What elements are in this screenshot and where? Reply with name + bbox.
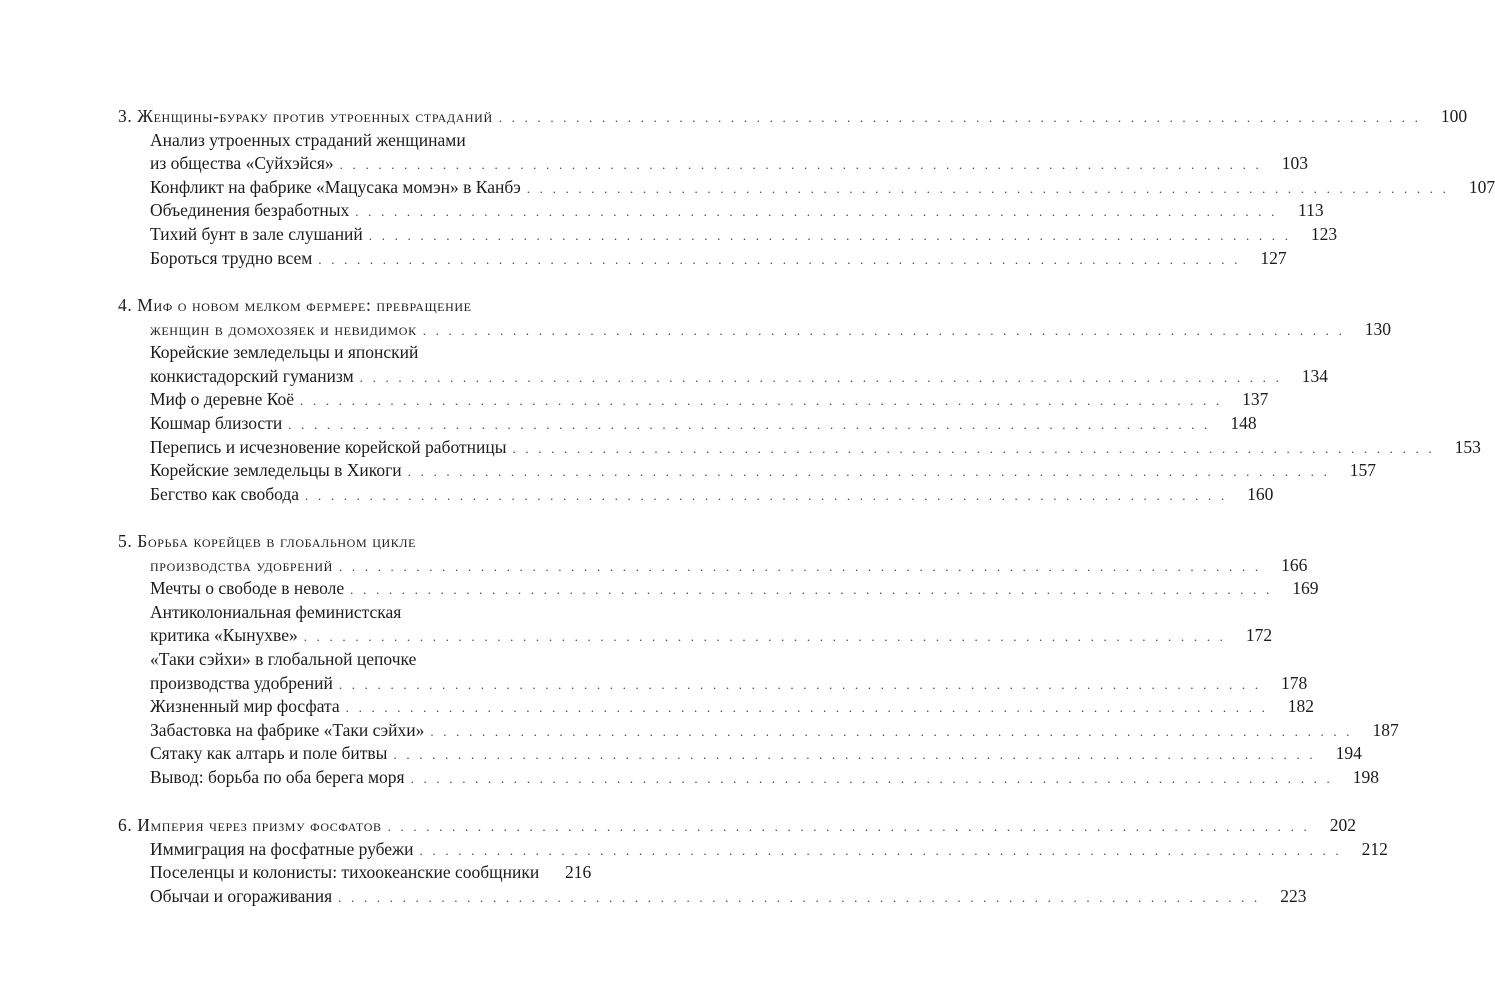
page-number: 157 (1349, 460, 1377, 481)
toc-entry (150, 623, 1273, 647)
toc-entry (150, 884, 1307, 908)
toc-entry (150, 175, 1495, 199)
leader-dots: . . . . . . . . . . . . . . . . . . . . . . . . . . . . . . . . . . . . . . . . . . . . . . . . . . . . . . . . . . . . . . . . . . . . . . . . (368, 228, 1292, 243)
toc-entry-text: Мечты о свободе в неволе (150, 578, 345, 599)
toc-entry (150, 435, 1481, 459)
chapter-6-title-text: 6. Империя через призму фосфатов (118, 815, 382, 835)
page-number: 148 (1230, 413, 1257, 433)
page-number: 198 (1352, 767, 1379, 787)
leader-dots: . . . . . . . . . . . . . . . . . . . . . . . . . . . . . . . . . . . . . . . . . . . . . . . . . . . . . . . . . . . . . . . . . . . . . . . . (345, 700, 1269, 716)
chapter-4-title (150, 317, 1392, 341)
page-number: 194 (1335, 743, 1362, 764)
toc-entry (150, 151, 1308, 175)
toc-entry-text: Миф о деревне Коё (150, 389, 295, 410)
page-number: 216 (564, 862, 592, 883)
toc-entry-text: из общества «Суйхэйся» (150, 153, 334, 174)
leader-dots: . . . . . . . . . . . . . . . . . . . . . . . . . . . . . . . . . . . . . . . . . . . . . . . . . . . . . . . . . . . . . . . . . . . . . . . . (387, 819, 1310, 834)
leader-dots: . . . . . . . . . . . . . . . . . . . . . . . . . . . . . . . . . . . . . . . . . . . . . . . . . . . . . . . . . . . . . . . . . . . . . . . . (422, 322, 1346, 338)
leader-dots: . . . . . . . . . . . . . . . . . . . . . . . . . . . . . . . . . . . . . . . . . . . . . . . . . . . . . . . . . . . . . . . . . . . . . . . . (355, 204, 1278, 220)
toc-entry (150, 576, 1319, 600)
leader-dots: . . . . . . . . . . . . . . . . . . . . . . . . . . . . . . . . . . . . . . . . . . . . . . . . . . . . . . . . . . . . . . . . . . . . . . . . (410, 771, 1333, 786)
toc-entry-text: Жизненный мир фосфата (150, 696, 340, 717)
page-number: 182 (1287, 696, 1315, 717)
page-number: 172 (1245, 625, 1273, 646)
leader-dots: . . . . . . . . . . . . . . . . . . . . . . . . . . . . . . . . . . . . . . . . . . . . . . . . . . . . . . . . . . . . . . . . . . . . . . . . (359, 369, 1283, 385)
toc-entry-text: Вывод: борьба по оба берега моря (150, 767, 405, 787)
leader-dots: . . . . . . . . . . . . . . . . . . . . . . . . . . . . . . . . . . . . . . . . . . . . . . . . . . . . . . . . . . . . . . . . . . . . . . . . (498, 110, 1422, 125)
page-number: 178 (1280, 672, 1308, 693)
leader-dots: . . . . . . . . . . . . . . . . . . . . . . . . . . . . . . . . . . . . . . . . . . . . . . . . . . . . . . . . . . . . . . . . . . . . . . . . (303, 629, 1227, 645)
toc-entry-text: Анализ утроенных страданий женщинами (150, 129, 466, 150)
page-number: 212 (1361, 838, 1388, 859)
toc-entry-text: Корейские земледельцы в Хикоги (150, 460, 402, 481)
toc-entry (150, 246, 1287, 270)
chapter-5-title-text: 5. Борьба корейцев в глобальном цикле (118, 531, 416, 551)
toc-entry-text: Тихий бунт в зале слушаний (150, 224, 363, 244)
toc-entry-text: Объединения безработных (150, 200, 350, 221)
toc-entry (150, 482, 1274, 506)
chapter-6-title (118, 813, 1356, 837)
toc-entry (150, 364, 1329, 388)
page-number: 130 (1364, 318, 1392, 339)
chapter-5-title-text: производства удобрений (150, 554, 333, 575)
page-number: 202 (1329, 815, 1356, 835)
leader-dots: . . . . . . . . . . . . . . . . . . . . . . . . . . . . . . . . . . . . . . . . . . . . . . . . . . . . . . . . . . . . . . . . . . . . . . . . (305, 487, 1228, 503)
page-number: 187 (1372, 719, 1399, 740)
leader-dots: . . . . . . . . . . . . . . . . . . . . . . . . . . . . . . . . . . . . . . . . . . . . . . . . . . . . . . . . . . . . . . . . . . . . . . . . (393, 747, 1316, 763)
chapter-5-title (150, 553, 1308, 577)
toc-entry (150, 198, 1324, 222)
chapter-3-title (118, 104, 1468, 128)
page-number: 123 (1310, 224, 1338, 244)
toc-entry-text: производства удобрений (150, 672, 333, 693)
toc-entry (150, 718, 1399, 742)
toc-entry-text: Иммиграция на фосфатные рубежи (150, 838, 414, 859)
page-number: 107 (1468, 176, 1495, 197)
toc-entry (150, 860, 592, 884)
page-number: 103 (1281, 153, 1308, 174)
page-number: 127 (1260, 247, 1287, 268)
toc-entry (150, 694, 1315, 718)
toc-entry-text: «Таки сэйхи» в глобальной цепочке (150, 649, 417, 669)
page-number: 113 (1298, 200, 1324, 221)
leader-dots: . . . . . . . . . . . . . . . . . . . . . . . . . . . . . . . . . . . . . . . . . . . . . . . . . . . . . . . . . . . . . . . . . . . . . . . . (338, 889, 1261, 905)
toc-entry-text: Обычаи и огораживания (150, 885, 333, 906)
leader-dots: . . . . . . . . . . . . . . . . . . . . . . . . . . . . . . . . . . . . . . . . . . . . . . . . . . . . . . . . . . . . . . . . . . . . . . . . (407, 464, 1331, 480)
toc-entry (150, 671, 1308, 695)
page-number: 166 (1281, 554, 1308, 575)
toc-entry-text: Корейские земледельцы и японский (150, 342, 419, 363)
chapter-4-title-text: 4. Миф о новом мелком фермере: превращение (118, 295, 472, 315)
toc-entry-text: Перепись и исчезновение корейской работницы (150, 436, 507, 457)
leader-dots: . . . . . . . . . . . . . . . . . . . . . . . . . . . . . . . . . . . . . . . . . . . . . . . . . . . . . . . . . . . . . . . . . . . . . . . . (512, 440, 1435, 456)
toc-entry-text: Поселенцы и колонисты: тихоокеанские сообщники (150, 862, 540, 883)
chapter-4-title (118, 293, 584, 317)
toc-entry (150, 647, 584, 671)
page-number: 137 (1242, 389, 1269, 410)
toc-entry-text: Сятаку как алтарь и поле битвы (150, 743, 388, 764)
toc-entry (150, 837, 1388, 861)
toc-entry (150, 411, 1257, 435)
toc-entry-text: конкистадорский гуманизм (150, 365, 354, 386)
chapter-5-title (118, 529, 584, 553)
leader-dots: . . . . . . . . . . . . . . . . . . . . . . . . . . . . . . . . . . . . . . . . . . . . . . . . . . . . . . . . . . . . . . . . . . . . . . . . (350, 582, 1273, 598)
leader-dots: . . . . . . . . . . . . . . . . . . . . . . . . . . . . . . . . . . . . . . . . . . . . . . . . . . . . . . . . . . . . . . . . . . . . . . . . (338, 558, 1262, 574)
leader-dots: . . . . . . . . . . . . . . . . . . . . . . . . . . . . . . . . . . . . . . . . . . . . . . . . . . . . . . . . . . . . . . . . . . . . . . . . (339, 157, 1262, 173)
toc-entry-text: Антиколониальная феминистская (150, 601, 402, 622)
toc-entry (150, 765, 1379, 789)
leader-dots: . . . . . . . . . . . . . . . . . . . . . . . . . . . . . . . . . . . . . . . . . . . . . . . . . . . . . . . . . . . . . . . . . . . . . . . . (318, 251, 1241, 267)
toc-entry (150, 600, 584, 624)
page-number: 169 (1292, 578, 1319, 599)
toc-entry-text: Забастовка на фабрике «Таки сэйхи» (150, 719, 425, 740)
leader-dots: . . . . . . . . . . . . . . . . . . . . . . . . . . . . . . . . . . . . . . . . . . . . . . . . . . . . . . . . . . . . . . . . . . . . . . . . (526, 180, 1450, 196)
chapter-4-title-text: женщин в домохозяек и невидимок (150, 318, 417, 339)
toc-entry-text: Бороться трудно всем (150, 247, 313, 268)
toc-entry (150, 128, 584, 152)
leader-dots: . . . . . . . . . . . . . . . . . . . . . . . . . . . . . . . . . . . . . . . . . . . . . . . . . . . . . . . . . . . . . . . . . . . . . . . . (338, 676, 1262, 692)
toc-entry (150, 741, 1362, 765)
toc-entry-text: критика «Кынухве» (150, 625, 298, 646)
page-number: 223 (1280, 885, 1307, 906)
leader-dots: . . . . . . . . . . . . . . . . . . . . . . . . . . . . . . . . . . . . . . . . . . . . . . . . . . . . . . . . . . . . . . . . . . . . . . . . (430, 723, 1353, 739)
page-number: 134 (1301, 365, 1329, 386)
toc-entry (150, 340, 584, 364)
leader-dots: . . . . . . . . . . . . . . . . . . . . . . . . . . . . . . . . . . . . . . . . . . . . . . . . . . . . . . . . . . . . . . . . . . . . . . . . (419, 842, 1342, 858)
toc-entry (150, 458, 1377, 482)
leader-dots: . . . . . . . . . . . . . . . . . . . . . . . . . . . . . . . . . . . . . . . . . . . . . . . . . . . . . . . . . . . . . . . . . . . . . . . . (288, 417, 1211, 432)
chapter-3-title-text: 3. Женщины-бураку против утроенных страданий (118, 106, 493, 126)
page-number: 153 (1454, 436, 1481, 457)
toc-entry (150, 222, 1338, 246)
toc-entry-text: Конфликт на фабрике «Мацусака момэн» в Канбэ (150, 176, 521, 197)
page-number: 160 (1247, 483, 1274, 504)
toc-entry-text: Бегство как свобода (150, 483, 300, 504)
toc-entry-text: Кошмар близости (150, 413, 283, 433)
toc-entry (150, 387, 1269, 411)
page-number: 100 (1440, 106, 1468, 126)
leader-dots: . . . . . . . . . . . . . . . . . . . . . . . . . . . . . . . . . . . . . . . . . . . . . . . . . . . . . . . . . . . . . . . . . . . . . . . . (300, 393, 1223, 409)
